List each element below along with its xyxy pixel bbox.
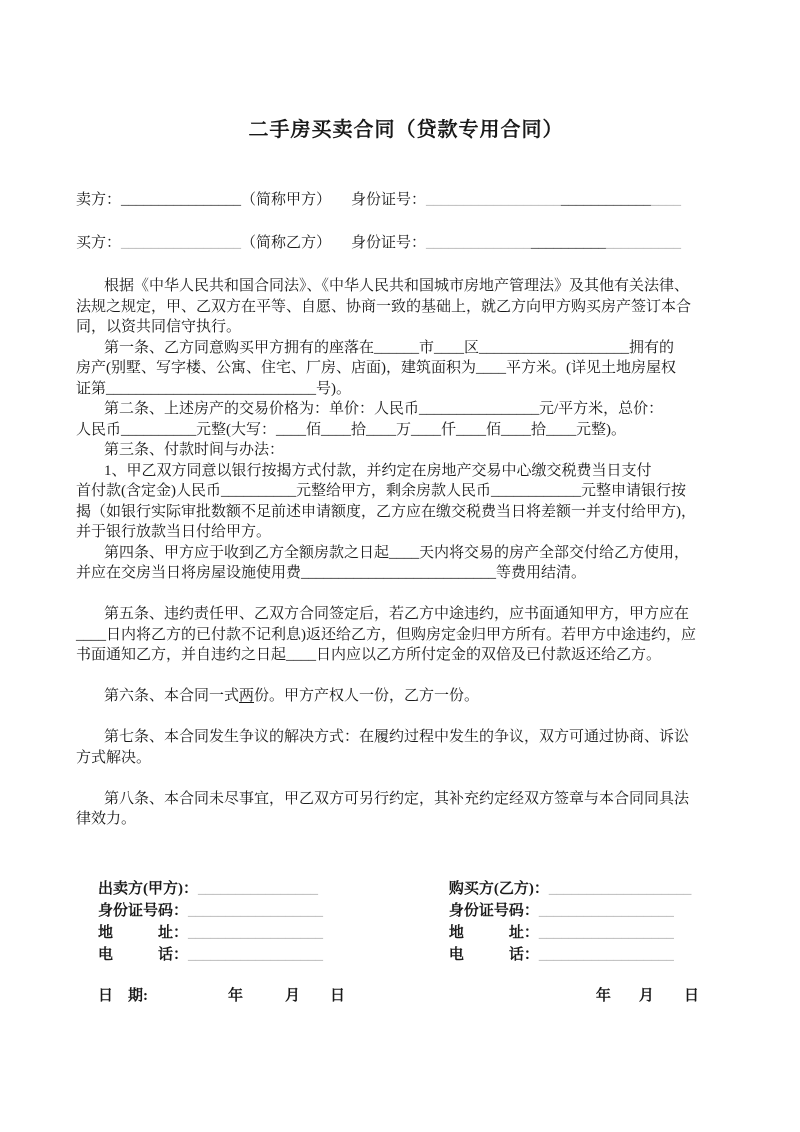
- clause6-pre: 第六条、本合同一式: [104, 688, 240, 704]
- buyer-idno-blank: __________________: [538, 902, 674, 919]
- buyer-address-label: 地 址：: [448, 924, 539, 941]
- seller-label: 卖方：: [76, 192, 122, 208]
- date-year-label: 年: [595, 987, 611, 1004]
- contract-line: 揭（如银行实际审批数额不足前述申请额度，乙方应在缴交税费当日将差额一并支付给甲方)，: [76, 503, 696, 520]
- seller-id-blank: __________________: [426, 192, 562, 208]
- seller-sign-label: 出卖方(甲方)：: [98, 880, 198, 897]
- contract-line: 根据《中华人民共和国合同法》、《中华人民共和国城市房地产管理法》及其他有关法律、: [104, 278, 690, 294]
- signature-section: [76, 878, 736, 1007]
- seller-name-blank: ________________: [121, 192, 242, 208]
- date-day-label: 日: [683, 987, 699, 1004]
- contract-body: [76, 276, 736, 830]
- contract-line: 证第____________________________号)。: [76, 380, 351, 397]
- signature-row: [449, 922, 736, 944]
- date-day-label: 日: [330, 987, 346, 1004]
- contract-line: 第二条、上述房产的交易价格为：单价：人民币________________元/平方米，总价：: [104, 401, 664, 417]
- seller-id-blank-tail: ____: [651, 192, 682, 208]
- buyer-address-blank: __________________: [538, 924, 674, 941]
- date-year-label: 年: [228, 987, 244, 1004]
- date-row-left: [98, 985, 449, 1007]
- seller-address-blank: __________________: [188, 924, 324, 941]
- blank-line: [76, 584, 736, 605]
- buyer-party-row: [76, 233, 736, 254]
- clause6-post: 份。甲方产权人一份，乙方一份。: [254, 688, 480, 704]
- contract-line: 第一条、乙方同意购买甲方拥有的座落在______市____区____________________拥有的: [104, 339, 675, 356]
- contract-line: 首付款(含定金)人民币__________元整给甲方，剩余房款人民币____________元整申请银行按: [76, 483, 686, 499]
- contract-line-clause6: [76, 686, 736, 707]
- contract-line: 律效力。: [76, 811, 137, 827]
- contract-line: 第七条、本合同发生争议的解决方式：在履约过程中发生的争议，双方可通过协商、诉讼: [104, 729, 690, 745]
- signature-row: [98, 900, 449, 922]
- buyer-idno-label: 身份证号码：: [448, 902, 539, 919]
- contract-line: 房产(别墅、写字楼、公寓、住宅、厂房、店面)，建筑面积为____平方米。(详见土地房屋权: [76, 360, 676, 376]
- buyer-alias: （简称乙方）: [241, 235, 332, 251]
- seller-idno-label: 身份证号码：: [98, 902, 189, 919]
- buyer-id-blank-tail: __________: [606, 235, 682, 251]
- buyer-sign-label: 购买方(乙方)：: [448, 880, 549, 897]
- contract-line: 1、甲乙双方同意以银行按揭方式付款，并约定在房地产交易中心缴交税费当日支付: [104, 462, 652, 479]
- seller-phone-blank: __________________: [188, 946, 324, 963]
- clause6-underlined-word: 两: [239, 688, 255, 704]
- signature-row: [98, 922, 449, 944]
- seller-party-row: [76, 190, 736, 211]
- contract-line: 人民币__________元整(大写：____佰____拾____万____仟____佰____拾____元整)。: [76, 421, 626, 438]
- signature-row: [449, 944, 736, 966]
- buyer-id-blank: ______________: [426, 235, 532, 251]
- contract-line: 法规之规定，甲、乙双方在平等、自愿、协商一致的基础上，就乙方向甲方购买房产签订本合: [76, 298, 692, 315]
- contract-line: 第五条、违约责任甲、乙双方合同签定后，若乙方中途违约，应书面通知甲方，甲方应在: [104, 606, 690, 622]
- buyer-sign-blank: ___________________: [548, 880, 692, 897]
- buyer-name-blank: ________________: [121, 235, 242, 251]
- signature-row: [98, 944, 449, 966]
- seller-signature-column: [98, 878, 449, 1007]
- buyer-phone-blank: __________________: [538, 946, 674, 963]
- blank-line: [76, 707, 736, 728]
- seller-address-label: 地 址：: [98, 924, 189, 941]
- seller-alias: （简称甲方）: [241, 192, 332, 208]
- buyer-phone-label: 电 话：: [448, 946, 539, 963]
- buyer-id-blank-dark-segment: __________: [531, 235, 607, 251]
- seller-id-label: 身份证号：: [351, 192, 427, 208]
- contract-line: 方式解决。: [76, 749, 152, 766]
- date-month-label: 月: [285, 987, 301, 1004]
- contract-line: ____日内将乙方的已付款不记利息)返还给乙方，但购房定金归甲方所有。若甲方中途违约，应: [76, 626, 696, 643]
- signature-row: [98, 878, 449, 900]
- seller-phone-label: 电 话：: [98, 946, 189, 963]
- blank-line: [76, 768, 736, 789]
- date-label: 日 期:: [98, 987, 148, 1004]
- contract-line: 第四条、甲方应于收到乙方全额房款之日起____天内将交易的房产全部交付给乙方使用，: [104, 544, 690, 561]
- date-month-label: 月: [638, 987, 654, 1004]
- signature-row: [449, 900, 736, 922]
- contract-line: 并应在交房当日将房屋设施使用费__________________________等费用结清。: [76, 565, 587, 581]
- seller-idno-blank: __________________: [188, 902, 324, 919]
- document-title: 二手房买卖合同（贷款专用合同）: [248, 119, 564, 141]
- date-row-right: [449, 985, 736, 1007]
- contract-line: 并于银行放款当日付给甲方。: [76, 524, 272, 540]
- seller-id-blank-dark-segment: ____________: [561, 192, 652, 208]
- contract-line: 第八条、本合同未尽事宜，甲乙双方可另行约定，其补充约定经双方签章与本合同同具法: [104, 790, 690, 807]
- buyer-label: 买方：: [76, 235, 122, 251]
- buyer-signature-column: [449, 878, 736, 1007]
- contract-line: 同，以资共同信守执行。: [76, 319, 242, 335]
- contract-line: 第三条、付款时间与办法：: [104, 442, 285, 458]
- blank-line: [76, 666, 736, 687]
- contract-line: 书面通知乙方，并自违约之日起____日内应以乙方所付定金的双倍及已付款返还给乙方。: [76, 647, 662, 663]
- signature-row: [449, 878, 736, 900]
- buyer-id-label: 身份证号：: [351, 235, 427, 251]
- seller-sign-blank: ________________: [198, 880, 318, 897]
